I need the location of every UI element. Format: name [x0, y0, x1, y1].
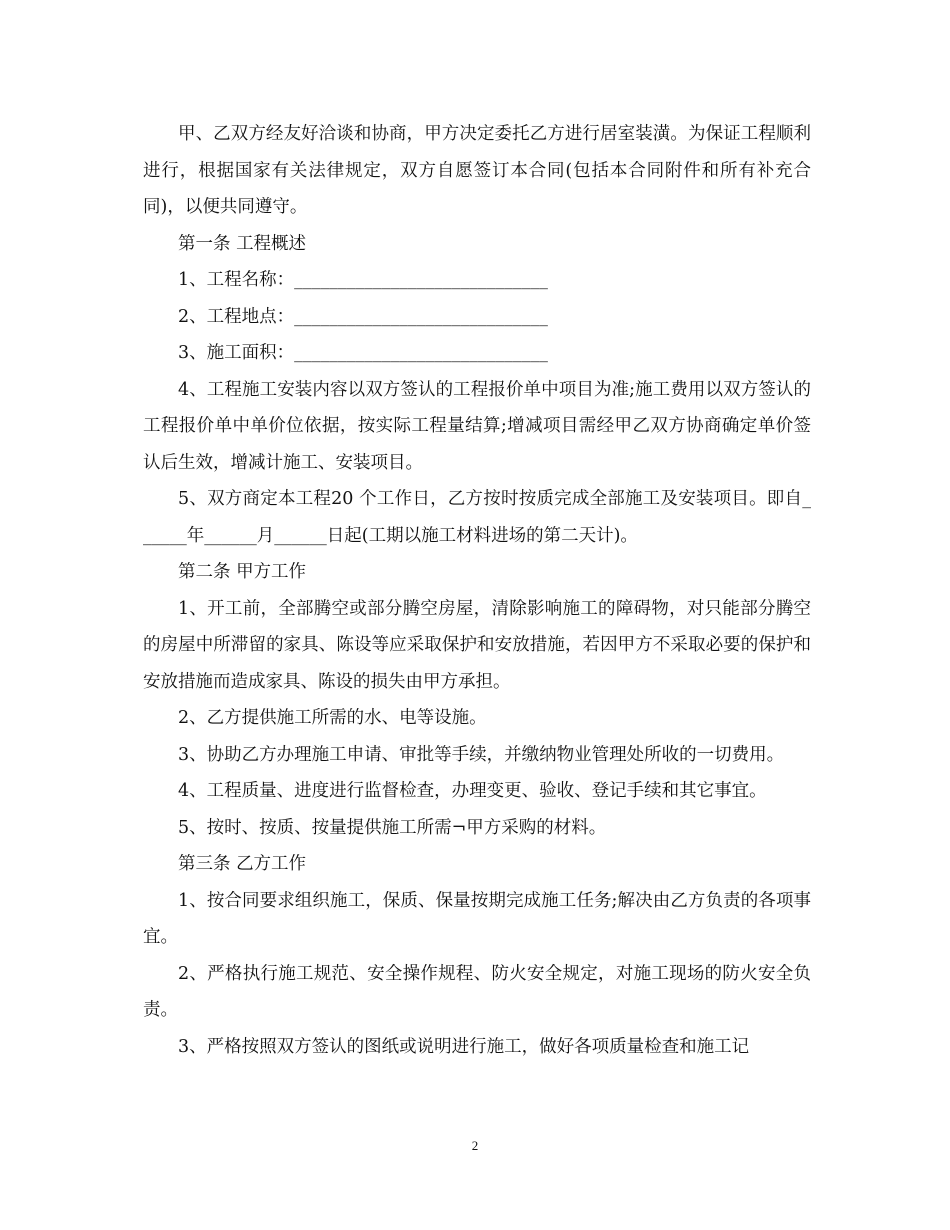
article-3-item-1: 1、按合同要求组织施工，保质、保量按期完成施工任务;解决由乙方负责的各项事宜。	[143, 890, 811, 947]
document-body	[143, 116, 811, 1065]
project-location-line: 2、工程地点：_____________________________	[178, 306, 548, 327]
article-1-item-4: 4、工程施工安装内容以双方签认的工程报价单中项目为准;施工费用以双方签认的工程报价单中单价位依据，按实际工程量结算;增减项目需经甲乙双方协商确定单价签认后生效，增减计施工、安装项目。	[143, 379, 811, 473]
article-2-item-4: 4、工程质量、进度进行监督检查，办理变更、验收、登记手续和其它事宜。	[178, 781, 767, 801]
article-2-item-2: 2、乙方提供施工所需的水、电等设施。	[178, 708, 487, 728]
article-2-heading: 第二条 甲方工作	[178, 562, 307, 582]
article-2-item-5: 5、按时、按质、按量提供施工所需¬甲方采购的材料。	[178, 817, 607, 838]
article-2-item-3: 3、协助乙方办理施工申请、审批等手续，并缴纳物业管理处所收的一切费用。	[178, 744, 785, 765]
article-3-item-2: 2、严格执行施工规范、安全操作规程、防火安全规定，对施工现场的防火安全负责。	[143, 963, 811, 1020]
article-1-item-5: 5、双方商定本工程20 个工作日，乙方按时按质完成全部施工及安装项目。即自______年______月______日起(工期以施工材料进场的第二天计)。	[143, 489, 811, 546]
project-name-line: 1、工程名称：_____________________________	[178, 270, 548, 290]
article-3-item-3: 3、严格按照双方签认的图纸或说明进行施工，做好各项质量检查和施工记	[178, 1036, 750, 1057]
page-number: 2	[471, 1138, 479, 1153]
article-3-heading: 第三条 乙方工作	[178, 854, 307, 874]
article-1-heading: 第一条 工程概述	[178, 233, 307, 254]
intro-paragraph: 甲、乙双方经友好洽谈和协商，甲方决定委托乙方进行居室装潢。为保证工程顺利进行，根据国家有关法律规定，双方自愿签订本合同(包括本合同附件和所有补充合同)，以便共同遵守。	[143, 124, 811, 217]
article-2-item-1: 1、开工前，全部腾空或部分腾空房屋，清除影响施工的障碍物，对只能部分腾空的房屋中所滞留的家具、陈设等应采取保护和安放措施，若因甲方不采取必要的保护和安放措施而造成家具、陈设的损失由甲方承担。	[143, 598, 811, 692]
construction-area-line: 3、施工面积：_____________________________	[178, 343, 548, 363]
